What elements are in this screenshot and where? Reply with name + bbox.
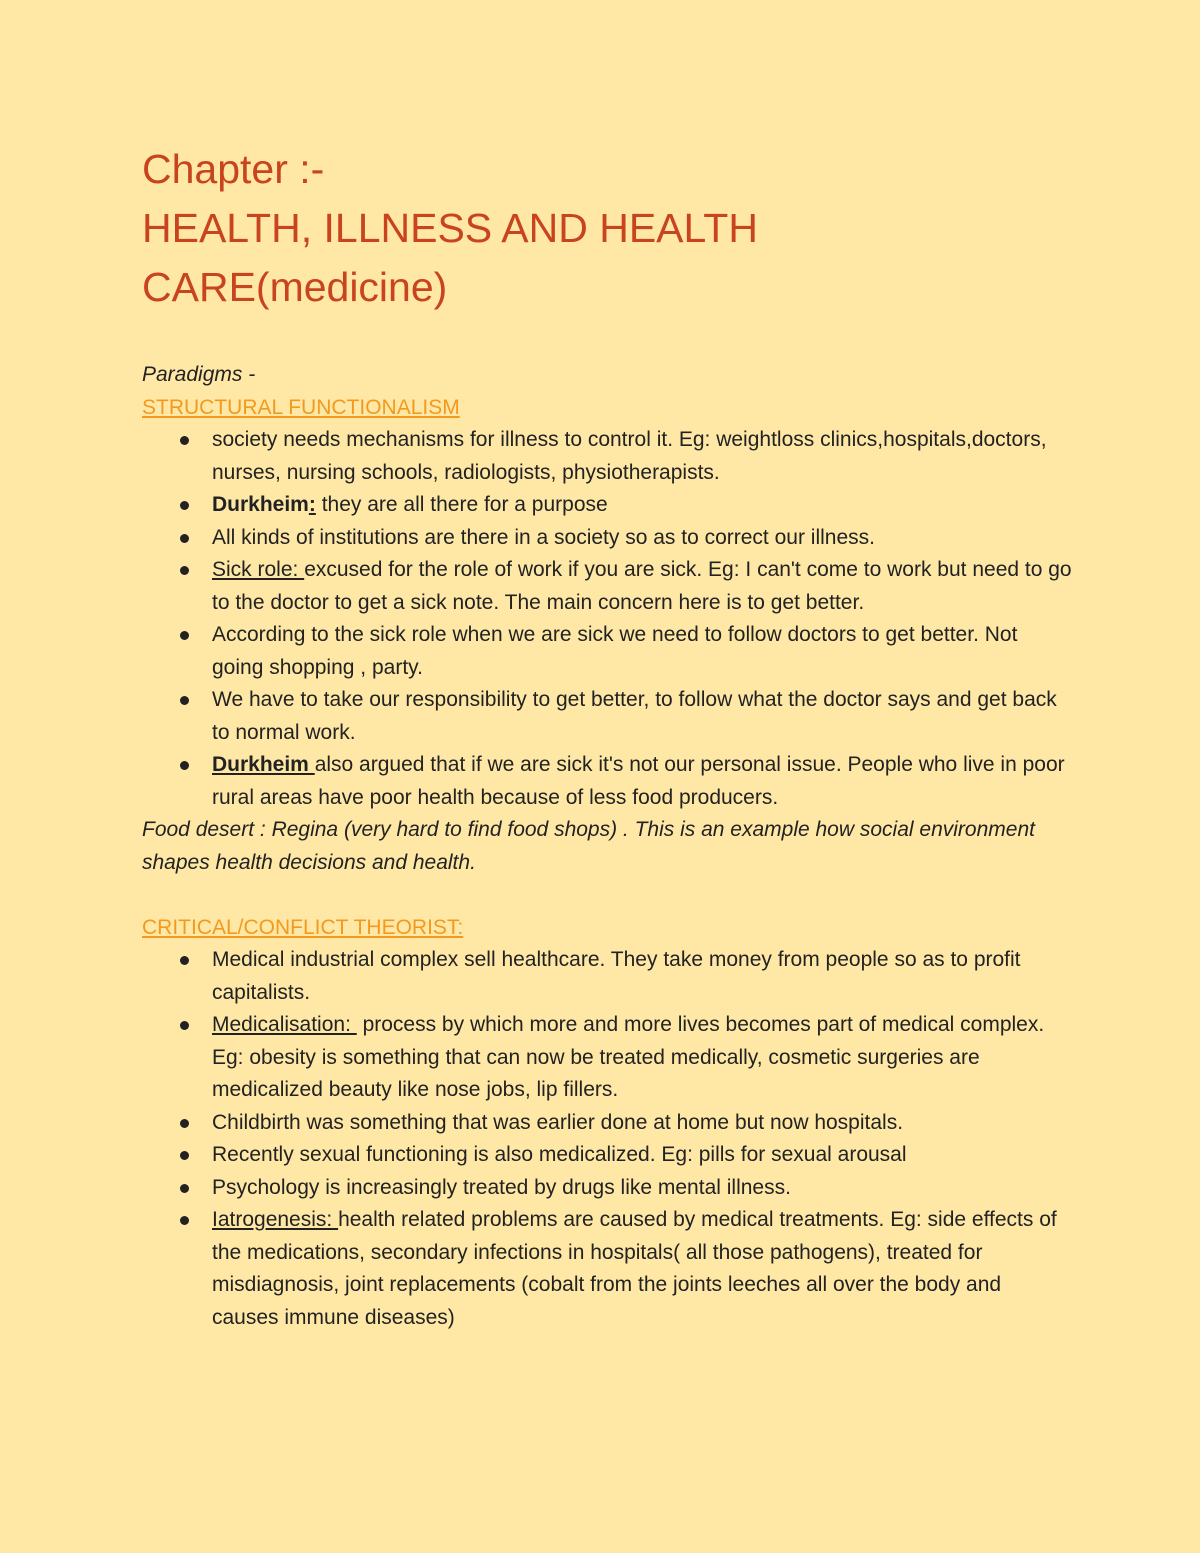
list-item <box>142 522 1072 555</box>
list-item <box>142 1172 1072 1205</box>
list-item <box>142 619 1072 684</box>
chapter-title-line-1: HEALTH, ILLNESS AND HEALTH <box>142 205 758 251</box>
term-sick-role: Sick role: <box>212 558 305 581</box>
list-item-text: Childbirth was something that was earlier done at home but now hospitals. <box>212 1110 904 1134</box>
bullet-icon <box>180 534 189 543</box>
list-item-text: health related problems are caused by medical treatments. Eg: side effects of the medications, secondary infections in hospitals( all those pathogens), treated for misdiagnosis, joint replacements (cobalt from the joints leeches all over the body and causes immune diseases) <box>212 1208 1057 1329</box>
paradigms-label: Paradigms - <box>142 363 256 386</box>
list-item <box>142 489 1072 522</box>
term-medicalisation: Medicalisation: <box>212 1013 357 1036</box>
list-item-text: excused for the role of work if you are sick. Eg: I can't come to work but need to go to the doctor to get a sick note. The main concern here is to get better. <box>212 558 1072 614</box>
bullet-icon <box>180 501 189 510</box>
list-item-text: According to the sick role when we are sick we need to follow doctors to get better. Not going shopping , party. <box>212 623 1018 679</box>
section-heading-critical-conflict: CRITICAL/CONFLICT THEORIST: <box>142 915 464 939</box>
list-item <box>142 749 1072 814</box>
bullet-icon <box>180 631 189 640</box>
list-item-text: Recently sexual functioning is also medicalized. Eg: pills for sexual arousal <box>212 1143 907 1166</box>
term-iatrogenesis: Iatrogenesis: <box>212 1208 339 1231</box>
critical-conflict-list <box>142 944 1072 1334</box>
bullet-icon <box>180 1021 189 1030</box>
bullet-icon <box>180 956 189 965</box>
bullet-icon <box>180 1151 189 1160</box>
food-desert-note: Food desert : Regina (very hard to find food shops) . This is an example how social environment shapes health decisions and health. <box>142 818 1035 874</box>
document-page <box>142 140 1072 1334</box>
bullet-icon <box>180 696 189 705</box>
list-item <box>142 684 1072 749</box>
list-item-text: Psychology is increasingly treated by drugs like mental illness. <box>212 1175 791 1199</box>
list-item <box>142 424 1072 489</box>
list-item <box>142 1009 1072 1107</box>
bullet-icon <box>180 1184 189 1193</box>
chapter-title-line-2: CARE(medicine) <box>142 264 448 310</box>
list-item-text: society needs mechanisms for illness to control it. Eg: weightloss clinics,hospitals,doctors, nurses, nursing schools, radiologists, physiotherapists. <box>212 428 1047 484</box>
list-item-text: they are all there for a purpose <box>315 493 608 516</box>
chapter-label: Chapter :- <box>142 146 325 192</box>
list-item <box>142 554 1072 619</box>
list-item <box>142 1107 1072 1140</box>
list-item-text: also argued that if we are sick it's not our personal issue. People who live in poor rural areas have poor health because of less food producers. <box>212 753 1065 809</box>
term-durkheim: Durkheim <box>212 753 315 776</box>
bullet-icon <box>180 761 189 770</box>
list-item-text: Medical industrial complex sell healthcare. They take money from people so as to profit capitalists. <box>212 948 1021 1004</box>
structural-functionalism-list <box>142 424 1072 814</box>
bullet-icon <box>180 566 189 575</box>
bullet-icon <box>180 1119 189 1128</box>
bullet-icon <box>180 1216 189 1225</box>
bullet-icon <box>180 436 189 445</box>
list-item-text: We have to take our responsibility to get better, to follow what the doctor says and get back to normal work. <box>212 688 1057 744</box>
list-item <box>142 944 1072 1009</box>
list-item <box>142 1204 1072 1334</box>
list-item <box>142 1139 1072 1172</box>
term-colon: : <box>308 493 316 516</box>
list-item-text: All kinds of institutions are there in a society so as to correct our illness. <box>212 525 875 549</box>
list-item-text: process by which more and more lives becomes part of medical complex. Eg: obesity is something that can now be treated medically, cosmetic surgeries are medicalized beauty like nose jobs, lip fillers. <box>212 1013 1045 1101</box>
section-heading-structural-functionalism: STRUCTURAL FUNCTIONALISM <box>142 395 460 419</box>
term-durkheim: Durkheim <box>212 493 309 516</box>
